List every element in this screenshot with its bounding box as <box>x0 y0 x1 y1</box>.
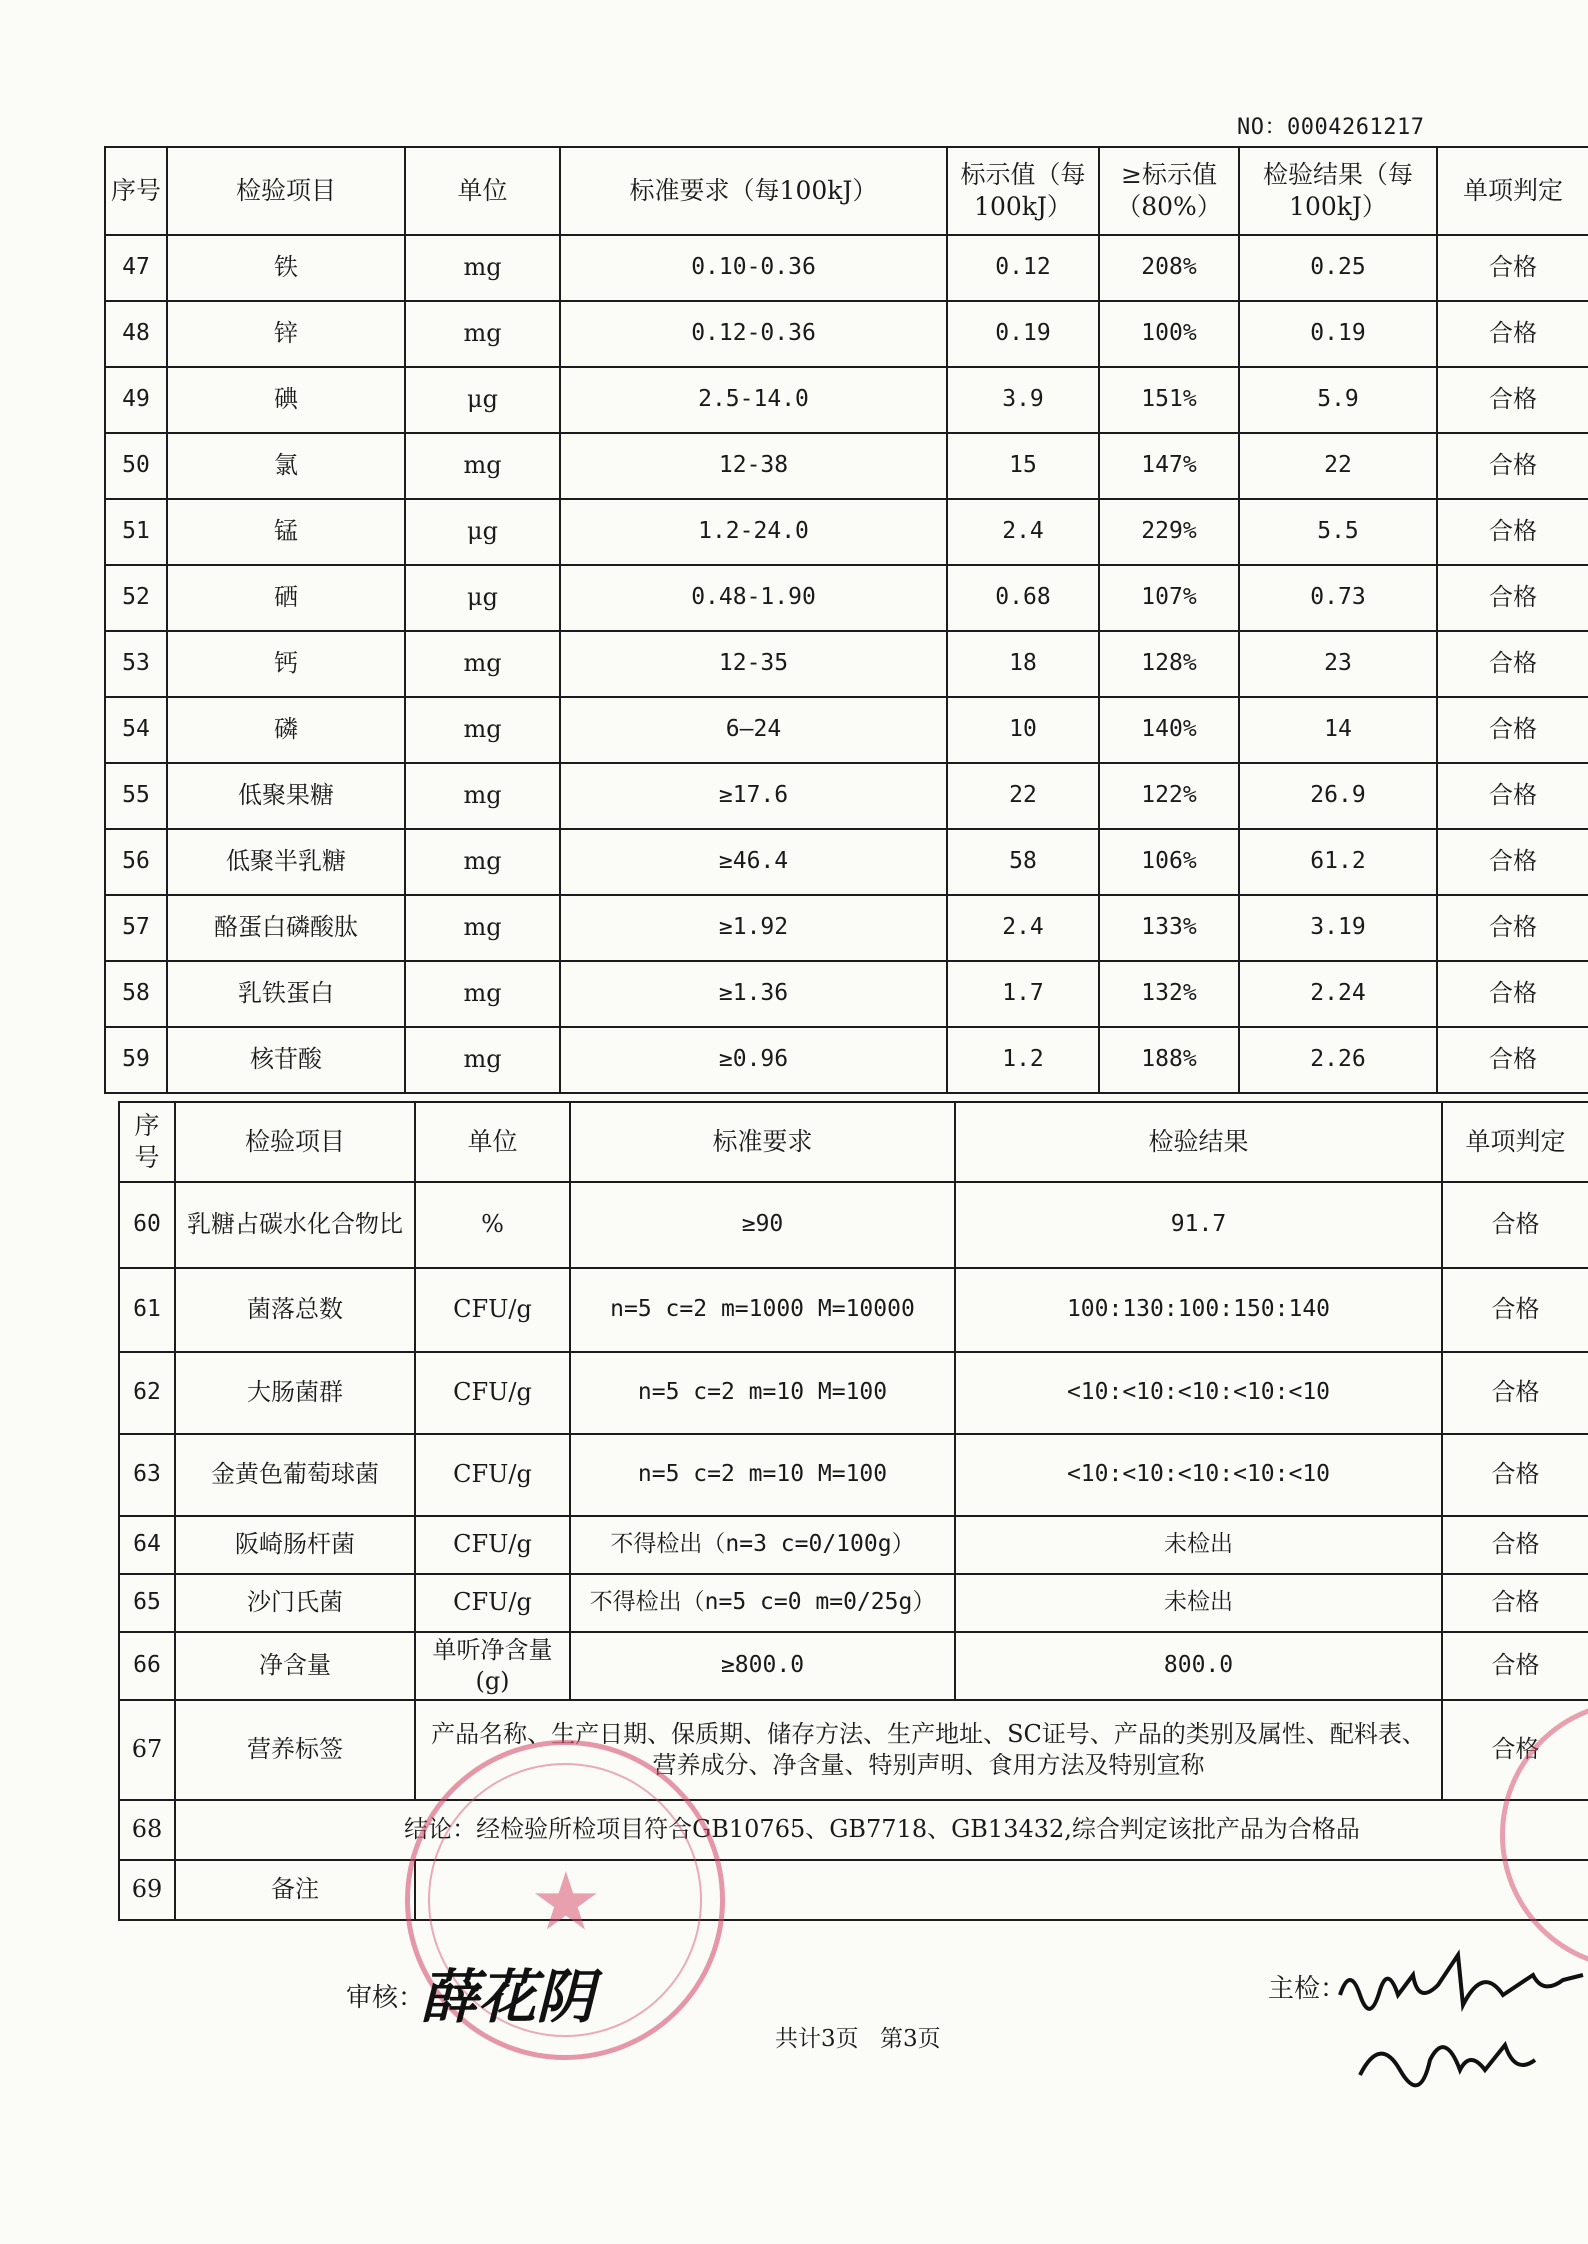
table-row <box>105 235 1588 301</box>
cell-unit: CFU/g <box>415 1352 570 1434</box>
header-result: 检验结果（每100kJ） <box>1239 147 1437 235</box>
header-item: 检验项目 <box>175 1102 415 1182</box>
cell-unit: μg <box>405 367 560 433</box>
table-row <box>119 1352 1588 1434</box>
cell-standard: ≥1.92 <box>560 895 947 961</box>
header-standard: 标准要求 <box>570 1102 955 1182</box>
cell-result: 61.2 <box>1239 829 1437 895</box>
header-unit: 单位 <box>415 1102 570 1182</box>
cell-item: 沙门氏菌 <box>175 1574 415 1632</box>
cell-standard: 不得检出（n=3 c=0/100g） <box>570 1516 955 1574</box>
conclusion-row <box>119 1800 1588 1860</box>
cell-result: 2.24 <box>1239 961 1437 1027</box>
header-seq: 序号 <box>105 147 167 235</box>
cell-unit: CFU/g <box>415 1574 570 1632</box>
cell-seq: 56 <box>105 829 167 895</box>
cell-judgment: 合格 <box>1442 1632 1588 1700</box>
table-row <box>105 433 1588 499</box>
table-row <box>105 301 1588 367</box>
cell-item: 菌落总数 <box>175 1268 415 1352</box>
cell-item: 低聚果糖 <box>167 763 405 829</box>
cell-result: 未检出 <box>955 1574 1442 1632</box>
cell-standard: 12-38 <box>560 433 947 499</box>
cell-standard: 0.12-0.36 <box>560 301 947 367</box>
cell-seq: 64 <box>119 1516 175 1574</box>
cell-result: 100:130:100:150:140 <box>955 1268 1442 1352</box>
cell-label-value: 58 <box>947 829 1099 895</box>
cell-standard: 1.2-24.0 <box>560 499 947 565</box>
cell-seq: 65 <box>119 1574 175 1632</box>
cell-ratio: 229% <box>1099 499 1239 565</box>
cell-standard: ≥17.6 <box>560 763 947 829</box>
cell-seq: 55 <box>105 763 167 829</box>
cell-judgment: 合格 <box>1442 1574 1588 1632</box>
cell-item: 铁 <box>167 235 405 301</box>
conclusion-text: 结论：经检验所检项目符合GB10765、GB7718、GB13432,综合判定该批产品为合格品 <box>175 1800 1588 1860</box>
header-ratio: ≥标示值（80%） <box>1099 147 1239 235</box>
table-row <box>105 1027 1588 1093</box>
cell-seq: 66 <box>119 1632 175 1700</box>
header-judgment: 单项判定 <box>1442 1102 1588 1182</box>
cell-result: 22 <box>1239 433 1437 499</box>
cell-unit: mg <box>405 895 560 961</box>
cell-seq: 57 <box>105 895 167 961</box>
cell-judgment: 合格 <box>1442 1516 1588 1574</box>
cell-ratio: 100% <box>1099 301 1239 367</box>
cell-unit: mg <box>405 697 560 763</box>
table-row <box>105 763 1588 829</box>
table-row <box>119 1182 1588 1268</box>
cell-unit: mg <box>405 829 560 895</box>
cell-seq: 62 <box>119 1352 175 1434</box>
reviewer-label: 审核： <box>346 1983 425 2013</box>
header-judgment: 单项判定 <box>1437 147 1588 235</box>
header-item: 检验项目 <box>167 147 405 235</box>
cell-result: 91.7 <box>955 1182 1442 1268</box>
cell-item: 净含量 <box>175 1632 415 1700</box>
cell-label-value: 0.12 <box>947 235 1099 301</box>
cell-seq: 61 <box>119 1268 175 1352</box>
cell-item: 磷 <box>167 697 405 763</box>
cell-unit: mg <box>405 763 560 829</box>
inspector-signature-icon <box>1330 1935 1588 2115</box>
seal-star-icon: ★ <box>530 1855 602 1948</box>
cell-judgment: 合格 <box>1437 235 1588 301</box>
cell-standard: ≥0.96 <box>560 1027 947 1093</box>
table-row <box>105 895 1588 961</box>
cell-item: 核苷酸 <box>167 1027 405 1093</box>
cell-seq: 63 <box>119 1434 175 1516</box>
cell-result: 2.26 <box>1239 1027 1437 1093</box>
table-row <box>119 1632 1588 1700</box>
cell-label-value: 10 <box>947 697 1099 763</box>
report-number: NO：0004261217 <box>1237 115 1425 140</box>
table-row <box>105 565 1588 631</box>
cell-seq: 60 <box>119 1182 175 1268</box>
microbial-test-table <box>118 1101 1588 1921</box>
cell-result: 0.25 <box>1239 235 1437 301</box>
cell-unit: mg <box>405 961 560 1027</box>
cell-seq: 53 <box>105 631 167 697</box>
remark-content <box>415 1860 1588 1920</box>
cell-label-value: 22 <box>947 763 1099 829</box>
cell-label-value: 1.7 <box>947 961 1099 1027</box>
cell-item: 酪蛋白磷酸肽 <box>167 895 405 961</box>
cell-unit: CFU/g <box>415 1516 570 1574</box>
cell-result: 3.19 <box>1239 895 1437 961</box>
cell-standard: n=5 c=2 m=1000 M=10000 <box>570 1268 955 1352</box>
cell-judgment: 合格 <box>1437 367 1588 433</box>
cell-item: 硒 <box>167 565 405 631</box>
cell-seq: 51 <box>105 499 167 565</box>
inspector-label: 主检： <box>1268 1974 1347 2004</box>
header-label-value: 标示值（每100kJ） <box>947 147 1099 235</box>
cell-judgment: 合格 <box>1437 961 1588 1027</box>
cell-ratio: 107% <box>1099 565 1239 631</box>
microbial-table-body <box>119 1182 1588 1700</box>
cell-unit: CFU/g <box>415 1268 570 1352</box>
cell-label-value: 2.4 <box>947 895 1099 961</box>
cell-standard: ≥46.4 <box>560 829 947 895</box>
cell-ratio: 208% <box>1099 235 1239 301</box>
cell-result: <10:<10:<10:<10:<10 <box>955 1352 1442 1434</box>
cell-item: 低聚半乳糖 <box>167 829 405 895</box>
cell-unit: % <box>415 1182 570 1268</box>
table-row <box>105 829 1588 895</box>
cell-result: 23 <box>1239 631 1437 697</box>
cell-judgment: 合格 <box>1437 1027 1588 1093</box>
table-row <box>119 1516 1588 1574</box>
cell-ratio: 122% <box>1099 763 1239 829</box>
cell-ratio: 140% <box>1099 697 1239 763</box>
cell-unit: mg <box>405 631 560 697</box>
cell-label-value: 15 <box>947 433 1099 499</box>
cell-item: 阪崎肠杆菌 <box>175 1516 415 1574</box>
table-row <box>105 697 1588 763</box>
cell-judgment: 合格 <box>1442 1700 1588 1800</box>
cell-result: 5.9 <box>1239 367 1437 433</box>
cell-seq: 54 <box>105 697 167 763</box>
cell-result: 26.9 <box>1239 763 1437 829</box>
cell-unit: mg <box>405 301 560 367</box>
table-row <box>105 499 1588 565</box>
cell-judgment: 合格 <box>1437 499 1588 565</box>
cell-label-value: 2.4 <box>947 499 1099 565</box>
cell-item: 钙 <box>167 631 405 697</box>
nutrient-table-body <box>105 235 1588 1093</box>
page-info: 共计3页 第3页 <box>775 2026 941 2052</box>
cell-result: 0.73 <box>1239 565 1437 631</box>
cell-label-value: 18 <box>947 631 1099 697</box>
cell-item: 氯 <box>167 433 405 499</box>
cell-ratio: 133% <box>1099 895 1239 961</box>
nutrient-test-table <box>104 146 1588 1094</box>
cell-item: 营养标签 <box>175 1700 415 1800</box>
cell-judgment: 合格 <box>1442 1268 1588 1352</box>
cell-label-value: 3.9 <box>947 367 1099 433</box>
cell-result: 未检出 <box>955 1516 1442 1574</box>
cell-ratio: 106% <box>1099 829 1239 895</box>
cell-ratio: 132% <box>1099 961 1239 1027</box>
cell-standard: 0.48-1.90 <box>560 565 947 631</box>
cell-judgment: 合格 <box>1442 1352 1588 1434</box>
cell-seq: 49 <box>105 367 167 433</box>
cell-seq: 48 <box>105 301 167 367</box>
cell-ratio: 151% <box>1099 367 1239 433</box>
table-row <box>105 367 1588 433</box>
cell-judgment: 合格 <box>1437 697 1588 763</box>
reviewer-signature: 薛花阴 <box>420 1963 595 2031</box>
cell-item: 大肠菌群 <box>175 1352 415 1434</box>
cell-item: 乳铁蛋白 <box>167 961 405 1027</box>
cell-seq: 68 <box>119 1800 175 1860</box>
cell-standard: 12-35 <box>560 631 947 697</box>
cell-standard: n=5 c=2 m=10 M=100 <box>570 1434 955 1516</box>
cell-standard: 0.10-0.36 <box>560 235 947 301</box>
cell-standard: n=5 c=2 m=10 M=100 <box>570 1352 955 1434</box>
table-row <box>105 961 1588 1027</box>
cell-unit: μg <box>405 565 560 631</box>
cell-standard: 2.5-14.0 <box>560 367 947 433</box>
cell-standard: 不得检出（n=5 c=0 m=0/25g） <box>570 1574 955 1632</box>
cell-judgment: 合格 <box>1437 565 1588 631</box>
cell-seq: 52 <box>105 565 167 631</box>
cell-seq: 59 <box>105 1027 167 1093</box>
cell-seq: 47 <box>105 235 167 301</box>
cell-unit: 单听净含量(g) <box>415 1632 570 1700</box>
header-standard: 标准要求（每100kJ） <box>560 147 947 235</box>
cell-result: 14 <box>1239 697 1437 763</box>
cell-standard: ≥90 <box>570 1182 955 1268</box>
cell-result: 5.5 <box>1239 499 1437 565</box>
cell-unit: mg <box>405 235 560 301</box>
header-result: 检验结果 <box>955 1102 1442 1182</box>
cell-item: 备注 <box>175 1860 415 1920</box>
cell-item: 乳糖占碳水化合物比 <box>175 1182 415 1268</box>
table-row <box>119 1434 1588 1516</box>
cell-standard: 6—24 <box>560 697 947 763</box>
cell-judgment: 合格 <box>1437 763 1588 829</box>
cell-label-value: 1.2 <box>947 1027 1099 1093</box>
cell-label-value: 0.68 <box>947 565 1099 631</box>
table-header-row <box>119 1102 1588 1182</box>
cell-seq: 69 <box>119 1860 175 1920</box>
cell-unit: mg <box>405 433 560 499</box>
cell-judgment: 合格 <box>1437 301 1588 367</box>
table-header-row <box>105 147 1588 235</box>
cell-item: 金黄色葡萄球菌 <box>175 1434 415 1516</box>
cell-ratio: 147% <box>1099 433 1239 499</box>
cell-ratio: 128% <box>1099 631 1239 697</box>
nutrition-label-row <box>119 1700 1588 1800</box>
cell-standard: ≥1.36 <box>560 961 947 1027</box>
cell-item: 锰 <box>167 499 405 565</box>
cell-result: 800.0 <box>955 1632 1442 1700</box>
header-seq: 序号 <box>119 1102 175 1182</box>
cell-item: 碘 <box>167 367 405 433</box>
cell-standard: ≥800.0 <box>570 1632 955 1700</box>
table-row <box>119 1574 1588 1632</box>
cell-seq: 58 <box>105 961 167 1027</box>
cell-label-content: 产品名称、生产日期、保质期、储存方法、生产地址、SC证号、产品的类别及属性、配料表、营养成分、净含量、特别声明、食用方法及特别宣称 <box>415 1700 1442 1800</box>
cell-result: 0.19 <box>1239 301 1437 367</box>
cell-seq: 50 <box>105 433 167 499</box>
cell-unit: μg <box>405 499 560 565</box>
remark-row <box>119 1860 1588 1920</box>
table-row <box>119 1268 1588 1352</box>
table-row <box>105 631 1588 697</box>
cell-judgment: 合格 <box>1437 895 1588 961</box>
cell-judgment: 合格 <box>1437 433 1588 499</box>
cell-result: <10:<10:<10:<10:<10 <box>955 1434 1442 1516</box>
cell-judgment: 合格 <box>1437 829 1588 895</box>
cell-judgment: 合格 <box>1442 1182 1588 1268</box>
cell-item: 锌 <box>167 301 405 367</box>
cell-judgment: 合格 <box>1437 631 1588 697</box>
cell-judgment: 合格 <box>1442 1434 1588 1516</box>
cell-label-value: 0.19 <box>947 301 1099 367</box>
cell-ratio: 188% <box>1099 1027 1239 1093</box>
cell-seq: 67 <box>119 1700 175 1800</box>
cell-unit: mg <box>405 1027 560 1093</box>
header-unit: 单位 <box>405 147 560 235</box>
cell-unit: CFU/g <box>415 1434 570 1516</box>
